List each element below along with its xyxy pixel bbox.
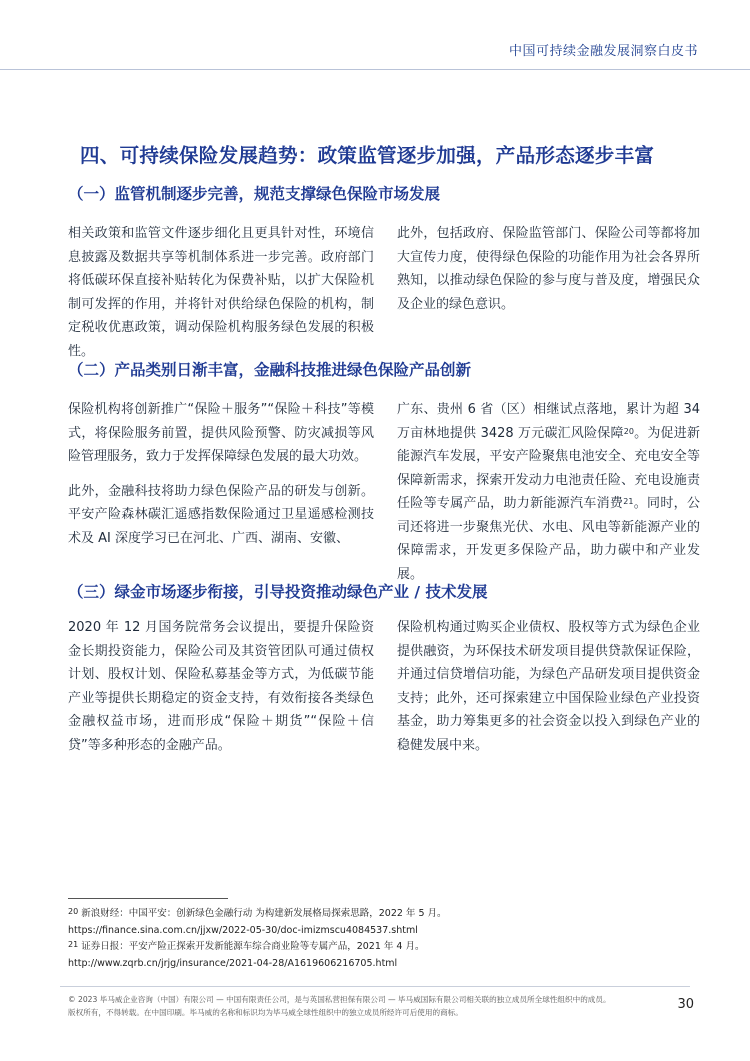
sub2-left-column xyxy=(68,398,374,550)
paragraph: 保险机构通过购买企业债权、股权等方式为绿色企业提供融资，为环保技术研发项目提供贷款保证保险，并通过信贷增信功能，为绿色产品研发项目提供资金支持；此外，还可探索建立中国保险业绿色产业投资基金，助力筹集更多的社会资金以投入到绿色产业的稳健发展中来。 xyxy=(397,620,700,753)
report-title: 中国可持续金融发展洞察白皮书 xyxy=(508,44,698,59)
footnotes xyxy=(68,906,698,972)
sub3-left-column xyxy=(68,616,374,757)
subsection-heading-2: （二）产品类别日渐丰富，金融科技推进绿色保险产品创新 xyxy=(68,361,472,379)
sub1-right-column xyxy=(397,222,700,316)
footnote-ref-20[interactable]: 20 xyxy=(623,426,634,436)
footnote-21: $^{21}$ 证券日报：平安产险正探索开发新能源车综合商业险等专属产品，2021 年 4 月。 xyxy=(68,940,425,952)
paragraph: 此外，金融科技将助力绿色保险产品的研发与创新。平安产险森林碳汇遥感指数保险通过卫星遥感检测技术及 AI 深度学习已在河北、广西、湖南、安徽、 xyxy=(68,483,374,546)
header-divider xyxy=(0,69,750,70)
subsection-heading-1: （一）监管机制逐步完善，规范支撑绿色保险市场发展 xyxy=(68,185,441,203)
paragraph: 广东、贵州 6 省（区）相继试点落地，累计为超 34 万亩林地提供 3428 万元碳汇风险保障$^{20}$。为促进新能源汽车发展，平安产险聚焦电池安全、充电安全等保障新需求，探索开发动力电池责任险、充电设施责任险等专属产品，助力新能源汽车消费$^{21}$。同时，公司还将进一步聚焦光伏、水电、风电等新能源产业的保障需求，开发更多保险产品，助力碳中和产业发展。 xyxy=(397,402,700,582)
paragraph: 相关政策和监管文件逐步细化且更具针对性，环境信息披露及数据共享等机制体系进一步完善。政府部门将低碳环保直接补贴转化为保费补贴，以扩大保险机制可发挥的作用，并将针对供给绿色保险的机构，制定税收优惠政策，调动保险机构服务绿色发展的积极性。 xyxy=(68,226,374,359)
section-heading: 四、可持续保险发展趋势：政策监管逐步加强，产品形态逐步丰富 xyxy=(80,144,655,167)
subsection-heading-3: （三）绿金市场逐步衔接，引导投资推动绿色产业 / 技术发展 xyxy=(68,583,488,601)
paragraph: 此外，包括政府、保险监管部门、保险公司等都将加大宣传力度，使得绿色保险的功能作用为社会各界所熟知，以推动绿色保险的参与度与普及度，增强民众及企业的绿色意识。 xyxy=(397,226,700,312)
sub1-left-column xyxy=(68,222,374,363)
sub2-right-column xyxy=(397,398,700,586)
footnote-ref-21[interactable]: 21 xyxy=(623,497,634,506)
footnote-21-url[interactable]: http://www.zqrb.cn/jrjg/insurance/2021-04-28/A1619606216705.html xyxy=(68,957,398,969)
footer-divider xyxy=(60,986,690,987)
sub3-right-column xyxy=(397,616,700,757)
copyright-notice: © 2023 毕马威企业咨询（中国）有限公司 — 中国有限责任公司，是与英国私营担保有限公司 — 毕马威国际有限公司相关联的独立成员所全球性组织中的成员。 版权所有，不得转载。在中国印刷。毕马威的名称和标识均为毕马威全球性组织中的独立成员所经许可后使用的商标。 xyxy=(68,995,611,1017)
footnote-20-url[interactable]: https://finance.sina.com.cn/jjxw/2022-05-30/doc-imizmscu4084537.shtml xyxy=(68,924,418,936)
footnote-20: $^{20}$ 新浪财经：中国平安：创新绿色金融行动 为构建新发展格局探索思路，2022 年 5 月。 xyxy=(68,907,447,919)
footnote-divider xyxy=(68,898,228,899)
page-header xyxy=(0,0,750,70)
page-number: 30 xyxy=(677,997,694,1012)
paragraph: 2020 年 12 月国务院常务会议提出，要提升保险资金长期投资能力，保险公司及其资管团队可通过债权计划、股权计划、保险私募基金等方式，为低碳节能产业等提供长期稳定的资金支持，有效衔接各类绿色金融权益市场，进而形成“保险＋期货”“保险＋信贷”等多种形态的金融产品。 xyxy=(68,620,374,753)
paragraph: 保险机构将创新推广“保险＋服务”“保险＋科技”等模式，将保险服务前置，提供风险预警、防灾减损等风险管理服务，致力于发挥保障绿色发展的最大功效。 xyxy=(68,402,374,464)
